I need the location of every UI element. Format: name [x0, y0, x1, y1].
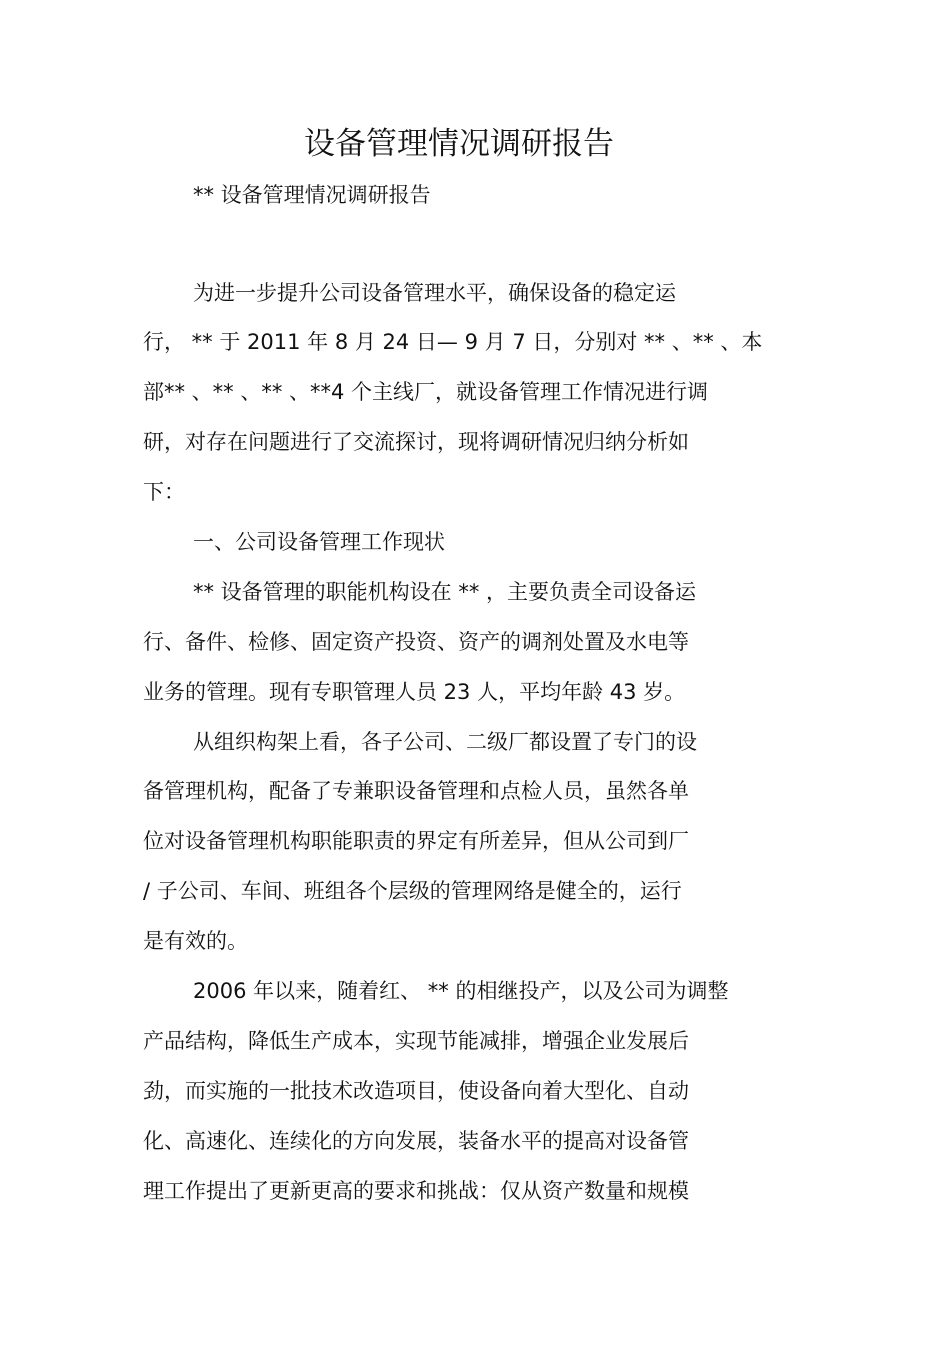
- body-line: 业务的管理。现有专职管理人员 23 人，平均年龄 43 岁。: [143, 680, 686, 704]
- body-line: 位对设备管理机构职能职责的界定有所差异，但从公司到厂: [143, 829, 689, 853]
- body-line: 理工作提出了更新更高的要求和挑战：仅从资产数量和规模: [143, 1179, 689, 1203]
- body-line: 备管理机构，配备了专兼职设备管理和点检人员，虽然各单: [143, 779, 689, 803]
- body-line: 产品结构，降低生产成本，实现节能减排，增强企业发展后: [143, 1029, 689, 1053]
- body-line: 部** 、** 、** 、**4 个主线厂，就设备管理工作情况进行调: [143, 380, 709, 404]
- body-line: 下：: [143, 480, 185, 504]
- body-line: 行， ** 于 2011 年 8 月 24 日— 9 月 7 日，分别对 ** 、** 、本: [143, 330, 763, 354]
- body-line: 劲，而实施的一批技术改造项目，使设备向着大型化、自动: [143, 1079, 689, 1103]
- body-line: / 子公司、车间、班组各个层级的管理网络是健全的，运行: [143, 879, 682, 903]
- body-line: 是有效的。: [143, 929, 248, 953]
- body-line: 研，对存在问题进行了交流探讨，现将调研情况归纳分析如: [143, 430, 689, 454]
- document-title: 设备管理情况调研报告: [304, 126, 614, 162]
- body-line: 行、备件、检修、固定资产投资、资产的调剂处置及水电等: [143, 630, 689, 654]
- body-line: 2006 年以来，随着红、 ** 的相继投产，以及公司为调整: [193, 979, 729, 1003]
- body-line: 为进一步提升公司设备管理水平，确保设备的稳定运: [193, 281, 676, 305]
- document-subtitle: ** 设备管理情况调研报告: [193, 183, 431, 207]
- section-heading: 一、公司设备管理工作现状: [193, 530, 445, 554]
- body-line: ** 设备管理的职能机构设在 ** ，主要负责全司设备运: [193, 580, 697, 604]
- body-line: 从组织构架上看，各子公司、二级厂都设置了专门的设: [193, 730, 697, 754]
- body-line: 化、高速化、连续化的方向发展，装备水平的提高对设备管: [143, 1129, 689, 1153]
